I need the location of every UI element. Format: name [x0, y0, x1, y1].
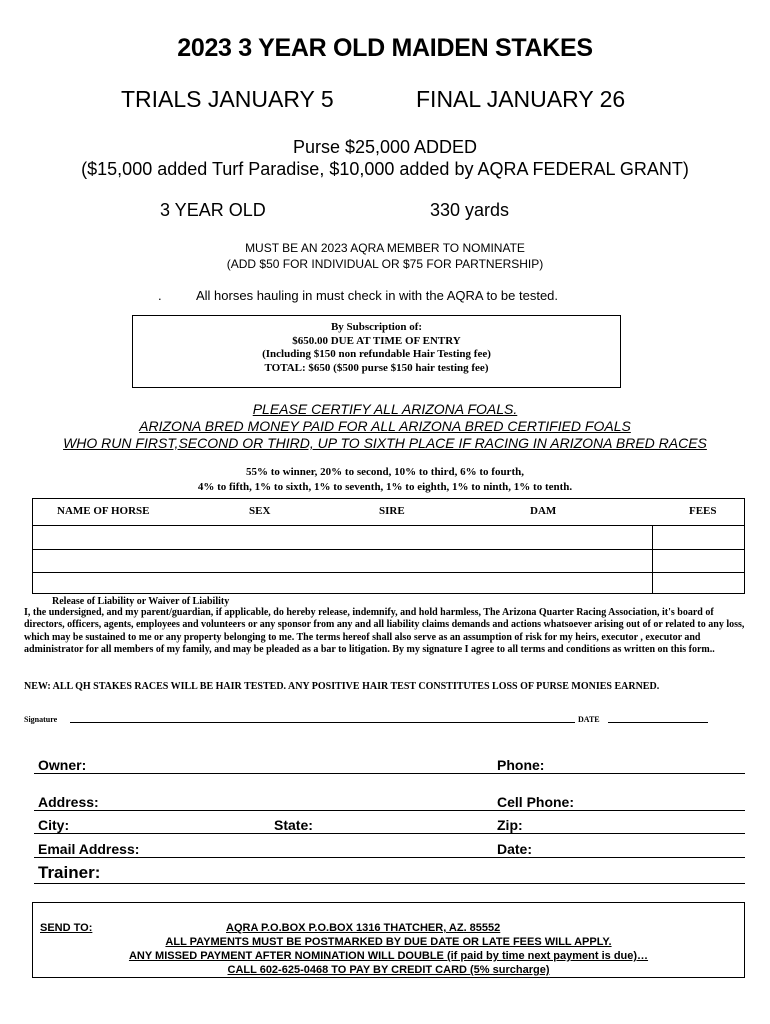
horse-row-3-entry[interactable] — [34, 573, 651, 593]
state-label: State: — [274, 817, 313, 833]
purse-amount: Purse $25,000 ADDED — [292, 137, 478, 157]
email-label: Email Address: — [38, 841, 140, 857]
city-label: City: — [38, 817, 70, 833]
trainer-line[interactable] — [34, 883, 745, 884]
date-label: DATE — [578, 715, 600, 724]
missed-payment-notice: ANY MISSED PAYMENT AFTER NOMINATION WILL DOUBLE (if paid by time next payment is due)… — [128, 950, 649, 962]
owner-phone-line[interactable] — [34, 773, 745, 774]
table-header-sex: SEX — [249, 505, 271, 517]
fees-row-3-entry[interactable] — [654, 573, 744, 593]
bullet-marker: . — [158, 288, 162, 303]
subscription-line: $650.00 DUE AT TIME OF ENTRY — [292, 334, 461, 347]
membership-requirement: MUST BE AN 2023 AQRA MEMBER TO NOMINATE — [245, 241, 525, 255]
table-header-sire: SIRE — [379, 505, 405, 517]
city-state-zip-line[interactable] — [34, 833, 745, 834]
age-requirement: 3 YEAR OLD — [160, 200, 266, 220]
table-header-name: NAME OF HORSE — [57, 505, 150, 517]
hair-test-notice: NEW: ALL QH STAKES RACES WILL BE HAIR TESTED. ANY POSITIVE HAIR TEST CONSTITUTES LOSS OF PURSE MONIES EARNED. — [24, 681, 660, 692]
certify-line: WHO RUN FIRST,SECOND OR THIRD, UP TO SIXTH PLACE IF RACING IN ARIZONA BRED RACES — [63, 435, 707, 451]
final-date: FINAL JANUARY 26 — [416, 86, 626, 112]
purse-breakdown: ($15,000 added Turf Paradise, $10,000 added by AQRA FEDERAL GRANT) — [81, 159, 689, 179]
horse-row-2-entry[interactable] — [34, 550, 651, 571]
horse-row-1-entry[interactable] — [34, 526, 651, 548]
release-text: I, the undersigned, and my parent/guardian, if applicable, do hereby release, indemnify, and hold harmless, The Arizona Quarter Racing Association, it's board of directors, officers, agents, employees and volunteers or any sponsor from any and all liability claims demands and actions whatsoever arising out of or related to any loss, which may be sustained to me or any property belonging to me. The terms hereof shall also serve as an assumption of risk for my heirs, executor , executor and administrator for all members of my family, and may be pleaded as a bar to litigation. By my signature I agree to all terms and conditions as written on this form.. — [24, 607, 745, 655]
mailing-address: AQRA P.O.BOX P.O.BOX 1316 THATCHER, AZ. 85552 — [226, 922, 501, 934]
send-to-box — [32, 902, 745, 978]
signature-label: Signature — [24, 715, 58, 724]
subscription-line: By Subscription of: — [330, 321, 423, 333]
hauling-notice: All horses hauling in must check in with the AQRA to be tested. — [196, 288, 559, 303]
table-column-divider — [652, 525, 653, 593]
phone-label: Phone: — [497, 757, 545, 773]
payout-schedule: 4% to fifth, 1% to sixth, 1% to seventh, 1% to eighth, 1% to ninth, 1% to tenth. — [197, 481, 573, 493]
horse-entry-table — [32, 498, 745, 594]
table-header-fees: FEES — [689, 505, 717, 517]
address-label: Address: — [38, 794, 99, 810]
trials-date: TRIALS JANUARY 5 — [121, 86, 334, 112]
certify-heading: PLEASE CERTIFY ALL ARIZONA FOALS. — [252, 401, 518, 417]
cell-phone-label: Cell Phone: — [497, 794, 575, 810]
email-date-line[interactable] — [34, 857, 745, 858]
send-to-label: SEND TO: — [40, 922, 93, 934]
subscription-line: TOTAL: $650 ($500 purse $150 hair testing fee) — [264, 361, 489, 374]
subscription-box — [132, 315, 621, 388]
release-title: Release of Liability or Waiver of Liability — [52, 596, 230, 607]
race-distance: 330 yards — [430, 200, 510, 220]
payout-schedule: 55% to winner, 20% to second, 10% to third, 6% to fourth, — [246, 466, 524, 478]
fees-row-2-entry[interactable] — [654, 550, 744, 571]
table-header-dam: DAM — [530, 505, 557, 517]
zip-label: Zip: — [497, 817, 523, 833]
postmark-notice: ALL PAYMENTS MUST BE POSTMARKED BY DUE DATE OR LATE FEES WILL APPLY. — [165, 936, 612, 948]
signature-line[interactable] — [70, 722, 575, 723]
trainer-label: Trainer: — [38, 863, 101, 882]
owner-label: Owner: — [38, 757, 87, 773]
date-field-label: Date: — [497, 841, 533, 857]
credit-card-notice: CALL 602-625-0468 TO PAY BY CREDIT CARD (5% surcharge) — [227, 964, 550, 976]
address-line[interactable] — [34, 810, 745, 811]
signature-date-line[interactable] — [608, 722, 708, 723]
certify-line: ARIZONA BRED MONEY PAID FOR ALL ARIZONA BRED CERTIFIED FOALS — [139, 418, 631, 434]
page-title: 2023 3 YEAR OLD MAIDEN STAKES — [177, 34, 593, 62]
subscription-line: (Including $150 non refundable Hair Testing fee) — [262, 348, 491, 360]
membership-fee: (ADD $50 FOR INDIVIDUAL OR $75 FOR PARTNERSHIP) — [226, 257, 544, 271]
fees-row-1-entry[interactable] — [654, 526, 744, 548]
